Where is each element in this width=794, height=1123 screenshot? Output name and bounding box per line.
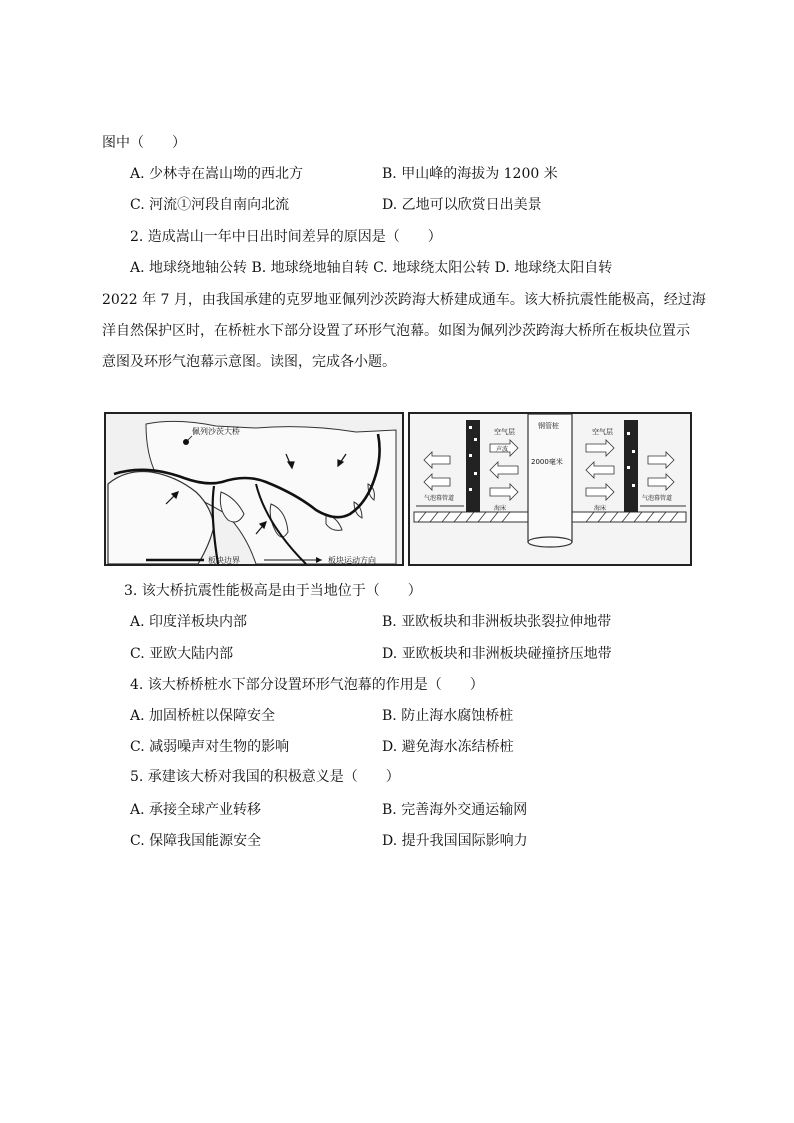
q5-option-d: D. 提升我国国际影响力 bbox=[382, 833, 528, 849]
q1-option-a: A. 少林寺在嵩山坳的西北方 bbox=[130, 166, 304, 182]
q4-option-b: B. 防止海水腐蚀桥桩 bbox=[382, 708, 514, 724]
air-label: 空气层 bbox=[494, 428, 515, 436]
q3-option-c: C. 亚欧大陆内部 bbox=[130, 646, 234, 662]
plate-map-drawing bbox=[106, 414, 402, 564]
q3-stem: 3. 该大桥抗震性能极高是由于当地位于（ ） bbox=[124, 583, 422, 599]
seabed-label-right: 海床 bbox=[594, 505, 607, 512]
pipe-label: 气泡幕管道 bbox=[424, 495, 455, 502]
plate-map-legend bbox=[144, 550, 444, 570]
plate-map-figure bbox=[104, 412, 404, 566]
legend-motion-text: 板块运动方向 bbox=[328, 556, 376, 565]
pipe-label-right: 气泡幕管道 bbox=[642, 495, 673, 502]
passage-line-2: 洋自然保护区时，在桥桩水下部分设置了环形气泡幕。如图为佩列沙茨跨海大桥所在板块位置示 bbox=[102, 323, 690, 339]
q4-option-d: D. 避免海水冻结桥桩 bbox=[382, 739, 514, 755]
q5-option-b: B. 完善海外交通运输网 bbox=[382, 802, 528, 818]
seabed-label: 海床 bbox=[494, 505, 507, 512]
bridge-label: 佩列沙茨大桥 bbox=[192, 427, 240, 436]
q3-option-a: A. 印度洋板块内部 bbox=[130, 614, 248, 630]
figure-group bbox=[104, 408, 690, 574]
q1-option-d: D. 乙地可以欣赏日出美景 bbox=[382, 197, 542, 213]
q5-option-a: A. 承接全球产业转移 bbox=[130, 802, 262, 818]
q3-option-b: B. 亚欧板块和非洲板块张裂拉伸地带 bbox=[382, 614, 612, 630]
motion-arrow-icon bbox=[316, 557, 322, 563]
q1-option-c: C. 河流①河段自南向北流 bbox=[130, 197, 290, 213]
q4-stem: 4. 该大桥桥桩水下部分设置环形气泡幕的作用是（ ） bbox=[130, 677, 484, 693]
q4-option-a: A. 加固桥桩以保障安全 bbox=[130, 708, 276, 724]
q1-option-b: B. 甲山峰的海拔为 1200 米 bbox=[382, 166, 558, 182]
q2-options: A. 地球绕地轴公转 B. 地球绕地轴自转 C. 地球绕太阳公转 D. 地球绕太阳自转 bbox=[130, 260, 613, 276]
q3-option-d: D. 亚欧板块和非洲板块碰撞挤压地带 bbox=[382, 646, 612, 662]
q4-option-c: C. 减弱噪声对生物的影响 bbox=[130, 739, 290, 755]
bubble-curtain-drawing bbox=[410, 414, 690, 564]
passage-line-3: 意图及环形气泡幕示意图。读图，完成各小题。 bbox=[102, 354, 396, 370]
pile-label: 钢管桩 bbox=[538, 422, 559, 430]
distance-label: 2000毫米 bbox=[531, 458, 563, 466]
passage-line-1: 2022 年 7 月，由我国承建的克罗地亚佩列沙茨跨海大桥建成通车。该大桥抗震性能极高，经过海 bbox=[102, 292, 706, 308]
bubble-curtain-figure bbox=[408, 412, 692, 566]
legend-boundary-text: 板块边界 bbox=[208, 556, 240, 565]
q5-option-c: C. 保障我国能源安全 bbox=[130, 833, 262, 849]
q1-stem: 图中（ ） bbox=[102, 135, 186, 151]
q5-stem: 5. 承建该大桥对我国的积极意义是（ ） bbox=[130, 769, 400, 785]
air-label-right: 空气层 bbox=[592, 428, 613, 436]
sound-label: 声波 bbox=[496, 446, 509, 453]
q2-stem: 2. 造成嵩山一年中日出时间差异的原因是（ ） bbox=[130, 229, 442, 245]
